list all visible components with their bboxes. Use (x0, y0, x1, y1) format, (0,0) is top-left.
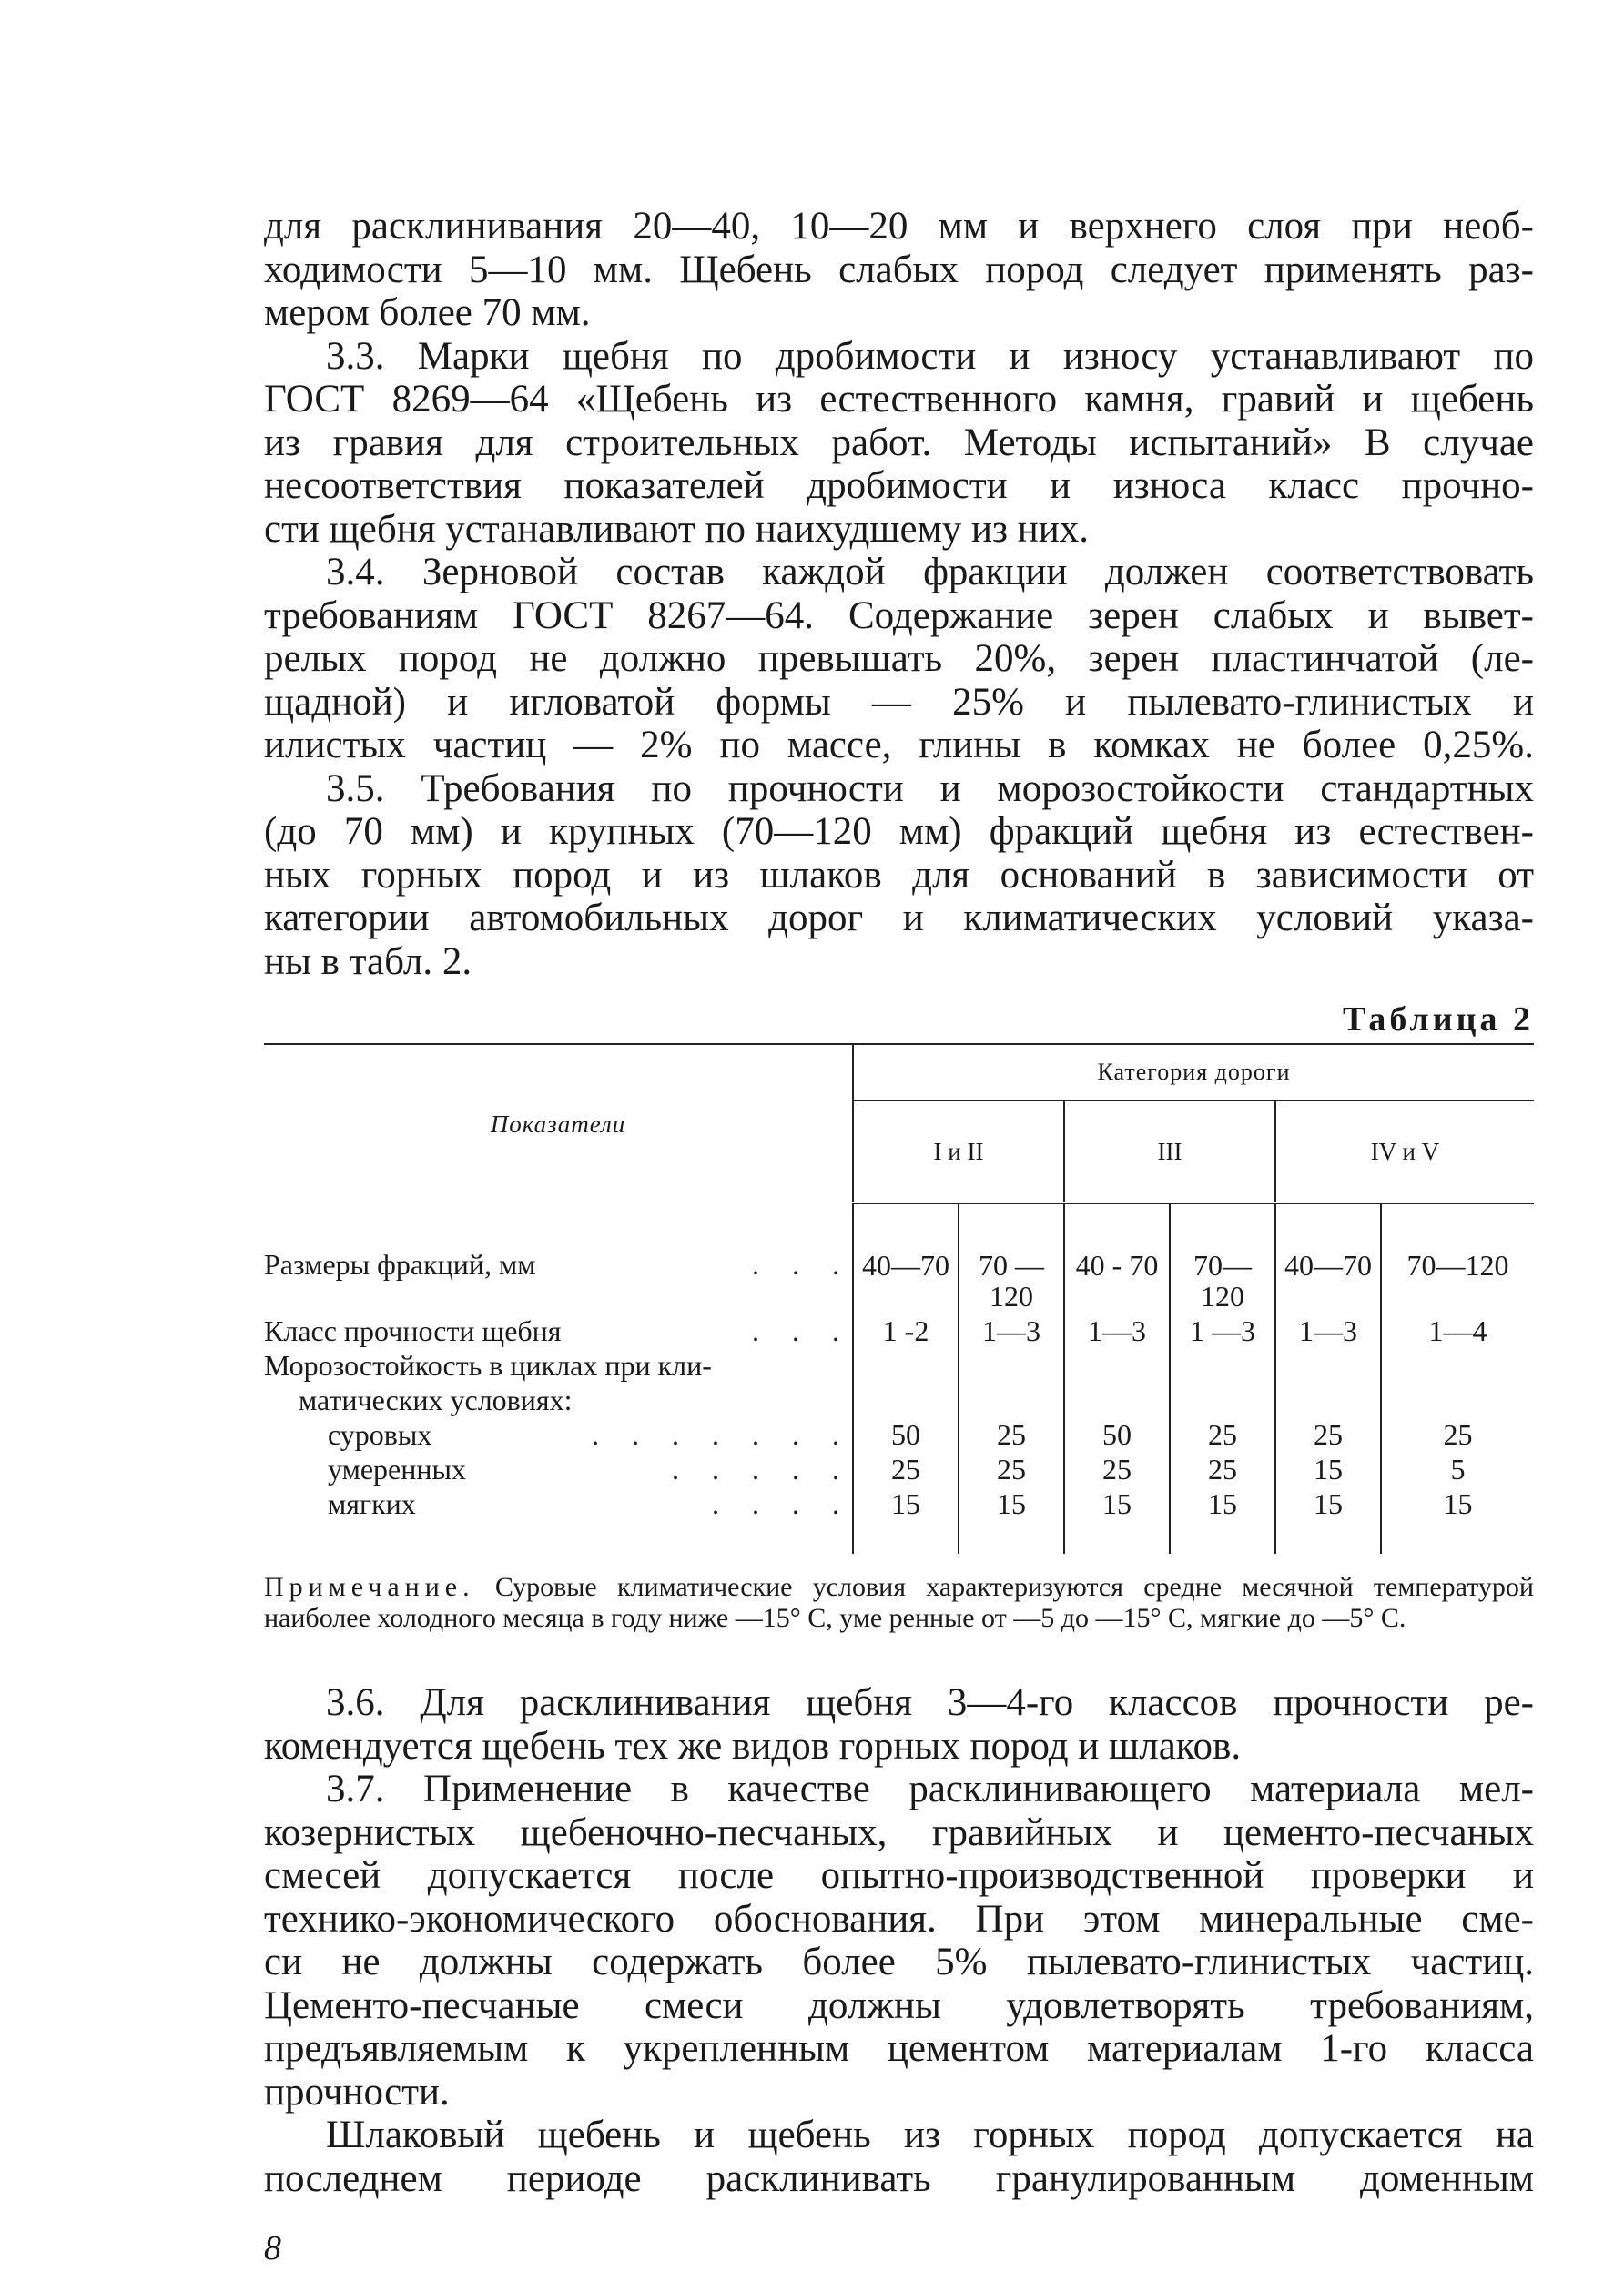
table-caption: Таблица 2 (1342, 1000, 1534, 1039)
table-2 (264, 1043, 1534, 1554)
text-block-top (264, 205, 1534, 983)
row-label-text: Класс прочности щебня (264, 1314, 562, 1347)
text-line: (до 70 мм) и крупных (70—120 мм) фракций щебня из естествен- (264, 810, 1534, 853)
text-line: для расклинивания 20—40, 10—20 мм и верхнего слоя при необ- (264, 205, 1534, 248)
text-line: ных горных пород и из шлаков для оснований в зависимости от (264, 853, 1534, 897)
cell-text: 15 (1208, 1487, 1237, 1520)
paragraph-3-5 (264, 767, 1534, 984)
text-line: мером более 70 мм. (264, 291, 591, 334)
paragraph-continuation (264, 205, 1534, 335)
cell-text: 25 (1443, 1418, 1473, 1451)
text-line: сти щебня устанавливают по наихудшему из них. (264, 507, 1090, 551)
page-number: 8 (264, 2229, 281, 2267)
table-body (264, 1203, 1534, 1555)
text-line: 3.4. Зерновой состав каждой фракции должен соответствовать (326, 551, 1534, 593)
header-group-4-5: IV и V (1275, 1100, 1534, 1203)
text-block-bottom (264, 1681, 1534, 2200)
text-line: 3.7. Применение в качестве расклинивающего материала мел- (326, 1768, 1534, 1810)
leader-dots: . . . (752, 1247, 852, 1281)
table-cell (853, 1313, 959, 1348)
table-cell (1170, 1486, 1275, 1554)
table-row (264, 1383, 1534, 1417)
cell-text: 70— 120 (1193, 1249, 1252, 1313)
table-cell (1381, 1313, 1534, 1348)
cell-text: 15 (1314, 1453, 1343, 1486)
table-cell (853, 1452, 959, 1486)
paragraph-3-3 (264, 335, 1534, 552)
row-label-text: Размеры фракций, мм (264, 1247, 536, 1281)
cell-text: 50 (1102, 1418, 1132, 1451)
text-line: Шлаковый щебень и щебень из горных пород допускается на (326, 2114, 1534, 2156)
row-label-text: суровых (328, 1418, 432, 1451)
table-cell (959, 1203, 1064, 1314)
text-line: категории автомобильных дорог и климатических условий указа- (264, 897, 1534, 939)
table-row (264, 1452, 1534, 1486)
table-cell (1170, 1313, 1275, 1348)
cell-text: 15 (891, 1487, 920, 1520)
table-cell (1381, 1452, 1534, 1486)
header-group-1-2: I и II (853, 1100, 1064, 1203)
table-cell (959, 1486, 1064, 1554)
table-cell (853, 1383, 959, 1417)
cell-text: 40 - 70 (1075, 1249, 1159, 1282)
document-page (264, 205, 1534, 2200)
cell-text: 50 (891, 1418, 920, 1451)
table-cell (1275, 1383, 1381, 1417)
table-cell (1275, 1348, 1381, 1383)
table-cell (1064, 1417, 1170, 1452)
table-cell (959, 1348, 1064, 1383)
table-cell (1170, 1348, 1275, 1383)
header-road-category: Категория дороги (853, 1044, 1534, 1100)
table-row (264, 1417, 1534, 1452)
leader-dots: . . . . . . . (592, 1418, 852, 1451)
table-note (264, 1572, 1534, 1634)
note-heading: Примечание. (264, 1572, 475, 1602)
leader-dots: . . . . (712, 1487, 852, 1520)
table-cell (1381, 1348, 1534, 1383)
table-row (264, 1203, 1534, 1314)
text-line: 3.6. Для расклинивания щебня 3—4-го классов прочности ре- (326, 1681, 1534, 1724)
text-line: комендуется щебень тех же видов горных пород и шлаков. (264, 1724, 1242, 1768)
table-cell (959, 1452, 1064, 1486)
text-line: последнем периоде расклинивать гранулированным доменным (264, 2156, 1534, 2200)
text-line: релых пород не должно превышать 20%, зерен пластинчатой (ле- (264, 637, 1534, 680)
cell-text: 40—70 (1284, 1249, 1372, 1282)
table-cell (1275, 1486, 1381, 1554)
table-cell (853, 1203, 959, 1314)
text-line: 3.5. Требования по прочности и морозостойкости стандартных (326, 766, 1534, 810)
row-label (264, 1486, 853, 1554)
text-line: Цементо-песчаные смеси должны удовлетворять требованиям, (264, 1983, 1534, 2027)
cell-text: 25 (997, 1418, 1026, 1451)
table-cell (1064, 1383, 1170, 1417)
text-line: ходимости 5—10 мм. Щебень слабых пород следует применять раз- (264, 248, 1534, 291)
header-indicators: Показатели (264, 1044, 853, 1203)
table-row (264, 1486, 1534, 1554)
table-cell (1275, 1313, 1381, 1348)
table-cell (1170, 1203, 1275, 1314)
text-line: прочности. (264, 2070, 450, 2114)
text-line: ГОСТ 8269—64 «Щебень из естественного камня, гравий и щебень (264, 378, 1534, 421)
text-line: предъявляемым к укрепленным цементом материалам 1-го класса (264, 2027, 1534, 2070)
table-cell (1170, 1417, 1275, 1452)
cell-text: 1—4 (1428, 1314, 1487, 1347)
row-label (264, 1203, 853, 1314)
row-label-text: мягких (328, 1487, 416, 1520)
table-row (264, 1313, 1534, 1348)
cell-text: 25 (997, 1453, 1026, 1486)
row-label-text: Морозостойкость в циклах при кли- (264, 1349, 712, 1382)
cell-text: 25 (891, 1453, 920, 1486)
cell-text: 1—3 (982, 1314, 1040, 1347)
row-label-text: умеренных (328, 1453, 466, 1486)
paragraph-slag (264, 2114, 1534, 2200)
cell-text: 70 — 120 (979, 1249, 1044, 1313)
text-line: из гравия для строительных работ. Методы испытаний» В случае (264, 421, 1534, 464)
row-label (264, 1452, 853, 1486)
table-cell (1381, 1203, 1534, 1314)
table-cell (1381, 1486, 1534, 1554)
row-label (264, 1417, 853, 1452)
leader-dots: . . . (752, 1314, 852, 1347)
cell-text: 1 -2 (882, 1314, 929, 1347)
table-cell (1064, 1313, 1170, 1348)
paragraph-3-4 (264, 551, 1534, 767)
table-cell (1275, 1452, 1381, 1486)
cell-text: 25 (1314, 1418, 1343, 1451)
cell-text: 25 (1102, 1453, 1132, 1486)
table-cell (853, 1417, 959, 1452)
row-label-text: матических условиях: (299, 1384, 573, 1416)
table-cell (1064, 1486, 1170, 1554)
table-cell (1170, 1383, 1275, 1417)
cell-text: 40—70 (862, 1249, 949, 1282)
cell-text: 5 (1450, 1453, 1466, 1486)
text-line: технико-экономического обоснования. При этом минеральные сме- (264, 1897, 1534, 1941)
header-group-3: III (1064, 1100, 1275, 1203)
table-cell (1170, 1452, 1275, 1486)
table-cell (1064, 1203, 1170, 1314)
table-cell (959, 1417, 1064, 1452)
table-cell (959, 1313, 1064, 1348)
row-label (264, 1348, 853, 1383)
table-cell (853, 1348, 959, 1383)
paragraph-3-7 (264, 1768, 1534, 2114)
table-cell (1275, 1203, 1381, 1314)
cell-text: 70—120 (1406, 1249, 1509, 1282)
table-cell (853, 1486, 959, 1554)
text-line: илистых частиц — 2% по массе, глины в комках не более 0,25%. (264, 724, 1534, 766)
table-cell (1064, 1452, 1170, 1486)
note-text: Суровые климатические условия характеризуются средне месячной температурой наиболее холодного месяца в году ниже —15° С, уме ренные от —5 до —15° С, мягкие до —5° С. (264, 1572, 1534, 1633)
cell-text: 1 —3 (1190, 1314, 1255, 1347)
cell-text: 15 (1443, 1487, 1473, 1520)
cell-text: 15 (997, 1487, 1026, 1520)
row-label (264, 1383, 853, 1417)
row-label (264, 1313, 853, 1348)
text-line: 3.3. Марки щебня по дробимости и износу устанавливают по (326, 334, 1534, 378)
text-line: си не должны содержать более 5% пылевато-глинистых частиц. (264, 1941, 1534, 1983)
table-row (264, 1348, 1534, 1383)
table-cell (1381, 1383, 1534, 1417)
table-cell (1381, 1417, 1534, 1452)
leader-dots: . . . . . (672, 1453, 852, 1486)
text-line: смесей допускается после опытно-производственной проверки и (264, 1854, 1534, 1897)
cell-text: 25 (1208, 1453, 1237, 1486)
text-line: несоответствия показателей дробимости и износа класс прочно- (264, 464, 1534, 507)
cell-text: 15 (1102, 1487, 1132, 1520)
cell-text: 15 (1314, 1487, 1343, 1520)
cell-text: 1—3 (1088, 1314, 1146, 1347)
table-cell (959, 1383, 1064, 1417)
cell-text: 25 (1208, 1418, 1237, 1451)
paragraph-3-6 (264, 1681, 1534, 1768)
text-line: требованиям ГОСТ 8267—64. Содержание зерен слабых и вывет- (264, 593, 1534, 637)
text-line: ны в табл. 2. (264, 939, 472, 983)
cell-text: 1—3 (1299, 1314, 1357, 1347)
table-cell (1275, 1417, 1381, 1452)
text-line: щадной) и игловатой формы — 25% и пылевато-глинистых и (264, 680, 1534, 724)
text-line: козернистых щебеночно-песчаных, гравийных и цементо-песчаных (264, 1810, 1534, 1854)
table-cell (1064, 1348, 1170, 1383)
